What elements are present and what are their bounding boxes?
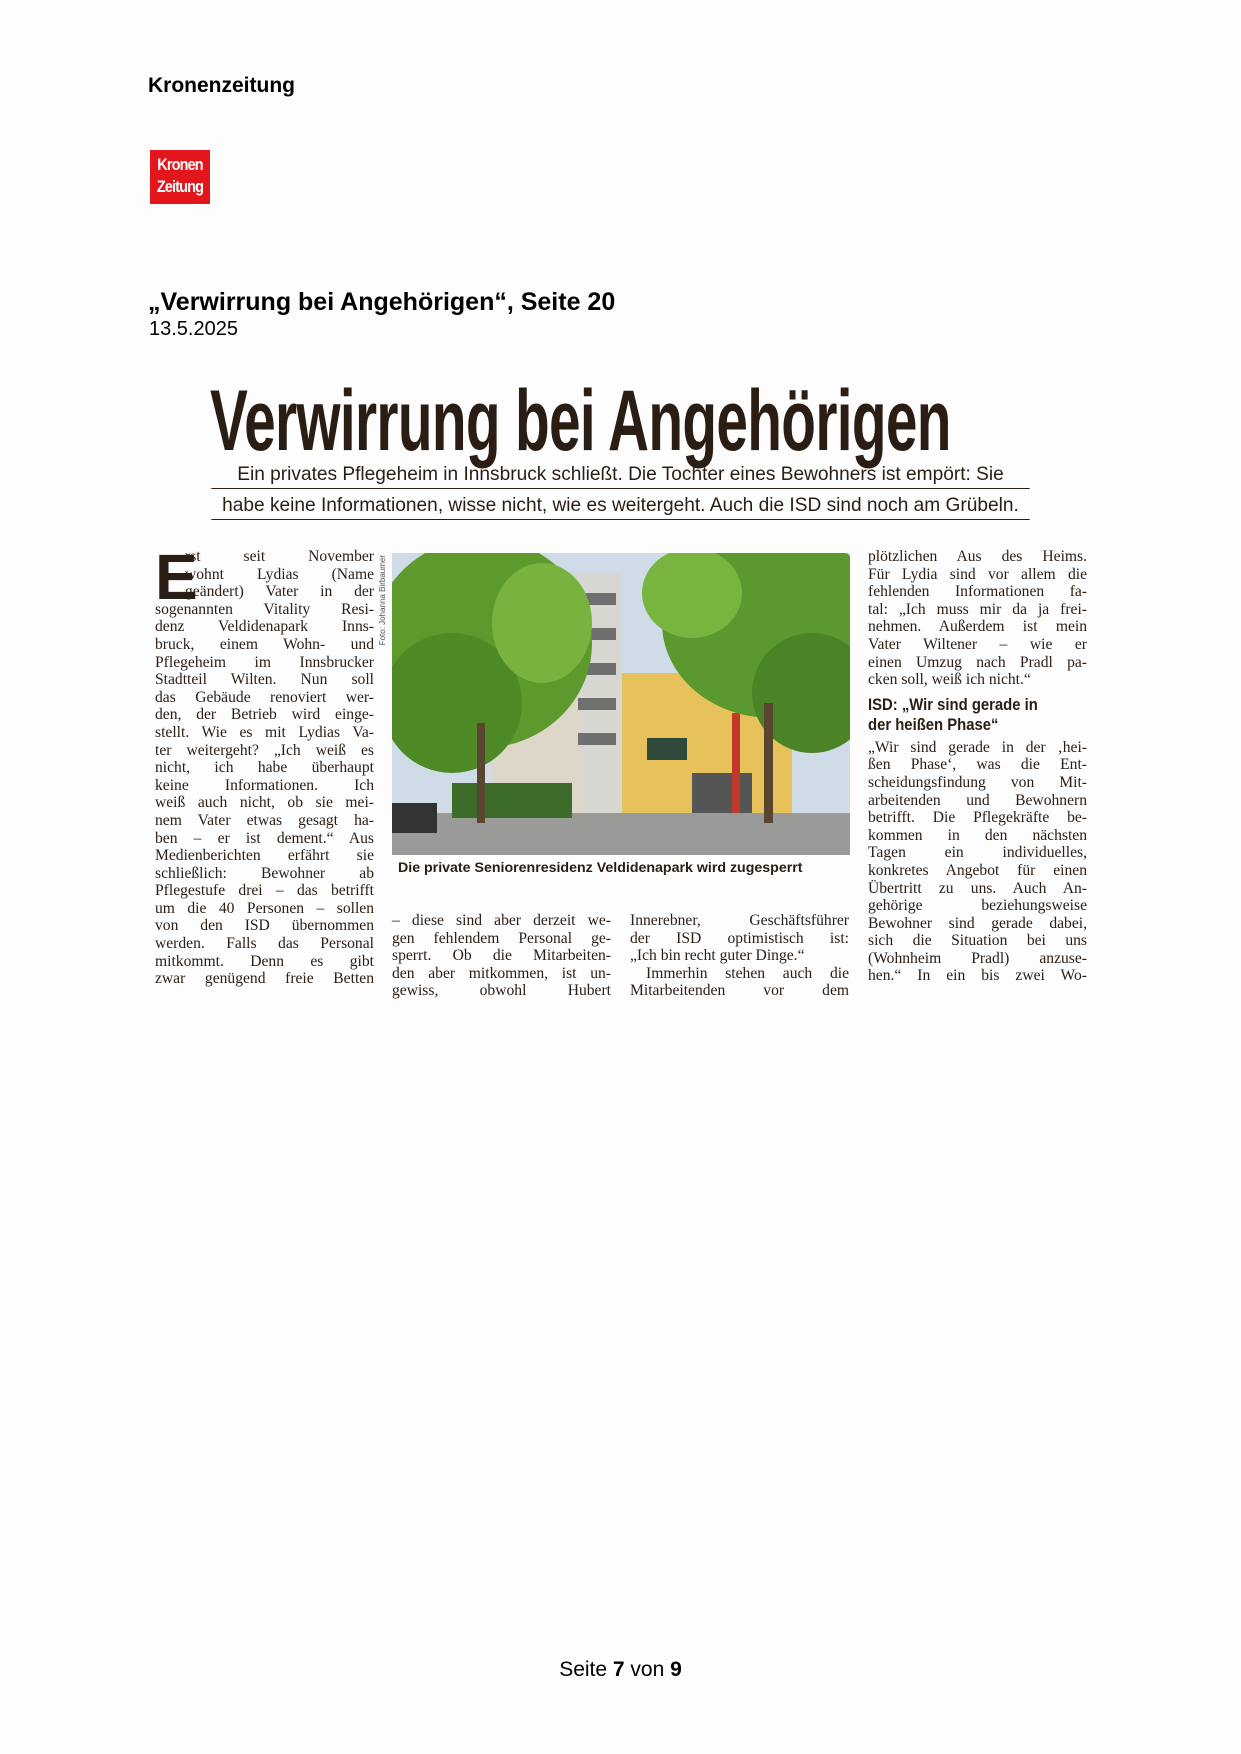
text-line: keine Informationen. Ich: [155, 776, 374, 794]
text-line: schließlich: Bewohner ab: [155, 864, 374, 882]
article-column-3: [630, 912, 849, 1000]
current-page: 7: [612, 1658, 625, 1681]
building-photo-illustration: [392, 553, 850, 855]
text-line: denz Veldidenapark Inns-: [155, 618, 374, 636]
text-line: wohnt Lydias (Name: [185, 565, 374, 583]
text-line: Pflegeheim im Innsbrucker: [155, 653, 374, 671]
text-line: zwar genügend freie Betten: [155, 970, 374, 988]
text-line: rst seit November: [185, 548, 374, 565]
photo-credit: Foto: Johanna Birbaumer: [378, 555, 387, 646]
text-line: Medienberichten erfährt sie: [155, 847, 374, 865]
text-line: plötzlichen Aus des Heims.: [868, 548, 1087, 565]
text-line: Pflegestufe drei – das betrifft: [155, 882, 374, 900]
text-line: ßen Phase‘, was die Ent-: [868, 756, 1087, 774]
text-line: cken soll, weiß ich nicht.“: [868, 671, 1031, 689]
text-line: Tagen ein individuelles,: [868, 844, 1087, 862]
text-line: scheidungsfindung von Mit-: [868, 773, 1087, 791]
text-line: nem Vater etwas gesagt ha-: [155, 811, 374, 829]
text-line: stellt. Wie es mit Lydias Va-: [155, 723, 374, 741]
text-line: Innerebner, Geschäftsführer: [630, 912, 849, 929]
text-line: um die 40 Personen – sollen: [155, 899, 374, 917]
article-subtitle-line: habe keine Informationen, wisse nicht, wie es weitergeht. Auch die ISD sind noch am Grübeln.: [211, 494, 1029, 520]
text-line: (Wohnheim Pradl) anzuse-: [868, 949, 1087, 967]
text-line: kommen in den nächsten: [868, 826, 1087, 844]
text-line: werden. Falls das Personal: [155, 935, 374, 953]
total-pages: 9: [670, 1658, 682, 1681]
text-line: nehmen. Außerdem ist mein: [868, 618, 1087, 636]
article-headline: Verwirrung bei Angehörigen: [210, 373, 951, 469]
text-line: sperrt. Ob die Mitarbeiten-: [392, 947, 611, 965]
article-column-1: [155, 541, 374, 988]
text-line: bruck, einem Wohn- und: [155, 635, 374, 653]
text-line: einen Umzug nach Pradl pa-: [868, 653, 1087, 671]
text-line: betrifft. Die Pflegekräfte be-: [868, 809, 1087, 827]
text-line: ben – er ist dement.“ Aus: [155, 829, 374, 847]
page-number: [0, 1658, 1241, 1682]
text-line: den, der Betrieb wird einge-: [155, 706, 374, 724]
page-prefix: Seite: [559, 1658, 613, 1681]
article-photo: [392, 553, 850, 855]
text-line: Für Lydia sind vor allem die: [868, 565, 1087, 583]
logo-line2: Zeitung: [156, 177, 204, 196]
source-name: Kronenzeitung: [148, 74, 295, 97]
article-subtitle-line: Ein privates Pflegeheim in Innsbruck schließt. Die Tochter eines Bewohners ist empört: Sie: [211, 463, 1029, 489]
text-line: hen.“ In ein bis zwei Wo-: [868, 967, 1087, 985]
article-column-4: [868, 548, 1087, 985]
subhead-line: ISD: „Wir sind gerade in: [868, 695, 1038, 714]
text-line: Vater Wiltener – wie er: [868, 635, 1087, 653]
subhead-line: der heißen Phase“: [868, 715, 999, 734]
text-line: Übertritt zu uns. Auch An-: [868, 879, 1087, 897]
text-line: nicht, ich habe überhaupt: [155, 759, 374, 777]
text-line: Mitarbeitenden vor dem: [630, 982, 849, 1000]
photo-caption: Die private Seniorenresidenz Veldidenapark wird zugesperrt: [398, 860, 803, 876]
text-line: – diese sind aber derzeit we-: [392, 912, 611, 929]
text-line: arbeitenden und Bewohnern: [868, 791, 1087, 809]
text-line: gehörige beziehungsweise: [868, 897, 1087, 915]
text-line: fehlenden Informationen fa-: [868, 583, 1087, 601]
document-date: 13.5.2025: [149, 318, 238, 340]
text-line: konkretes Angebot für einen: [868, 861, 1087, 879]
text-line: „Wir sind gerade in der ‚hei-: [868, 738, 1087, 756]
document-title: „Verwirrung bei Angehörigen“, Seite 20: [148, 288, 616, 316]
article-subhead: [868, 695, 1065, 735]
text-line: sogenannten Vitality Resi-: [155, 600, 374, 618]
drop-cap: E: [155, 541, 198, 613]
text-line: „Ich bin recht guter Dinge.“: [630, 947, 805, 965]
text-line: von den ISD übernommen: [155, 917, 374, 935]
text-line: gen fehlendem Personal ge-: [392, 929, 611, 947]
text-line: gewiss, obwohl Hubert: [392, 982, 611, 1000]
text-line: den aber mitkommen, ist un-: [392, 964, 611, 982]
logo-line1: Kronen: [157, 155, 203, 174]
text-line: tal: „Ich muss mir da ja frei-: [868, 600, 1087, 618]
text-line: mitkommt. Denn es gibt: [155, 952, 374, 970]
text-line: sich die Situation bei uns: [868, 932, 1087, 950]
text-line: der ISD optimistisch ist:: [630, 929, 849, 947]
text-line: Immerhin stehen auch die: [646, 964, 849, 982]
column-4-part-2: [868, 739, 1087, 985]
text-line: weiß auch nicht, ob sie mei-: [155, 794, 374, 812]
article-column-2: [392, 912, 611, 1000]
page-middle: von: [624, 1658, 671, 1681]
text-line: Stadtteil Wilten. Nun soll: [155, 671, 374, 689]
text-line: das Gebäude renoviert wer-: [155, 688, 374, 706]
kronen-zeitung-logo: [150, 150, 210, 204]
text-line: ter weitergeht? „Ich weiß es: [155, 741, 374, 759]
column-4-part-1: [868, 548, 1087, 689]
text-line: geändert) Vater in der: [185, 583, 374, 601]
text-line: Bewohner sind gerade dabei,: [868, 914, 1087, 932]
